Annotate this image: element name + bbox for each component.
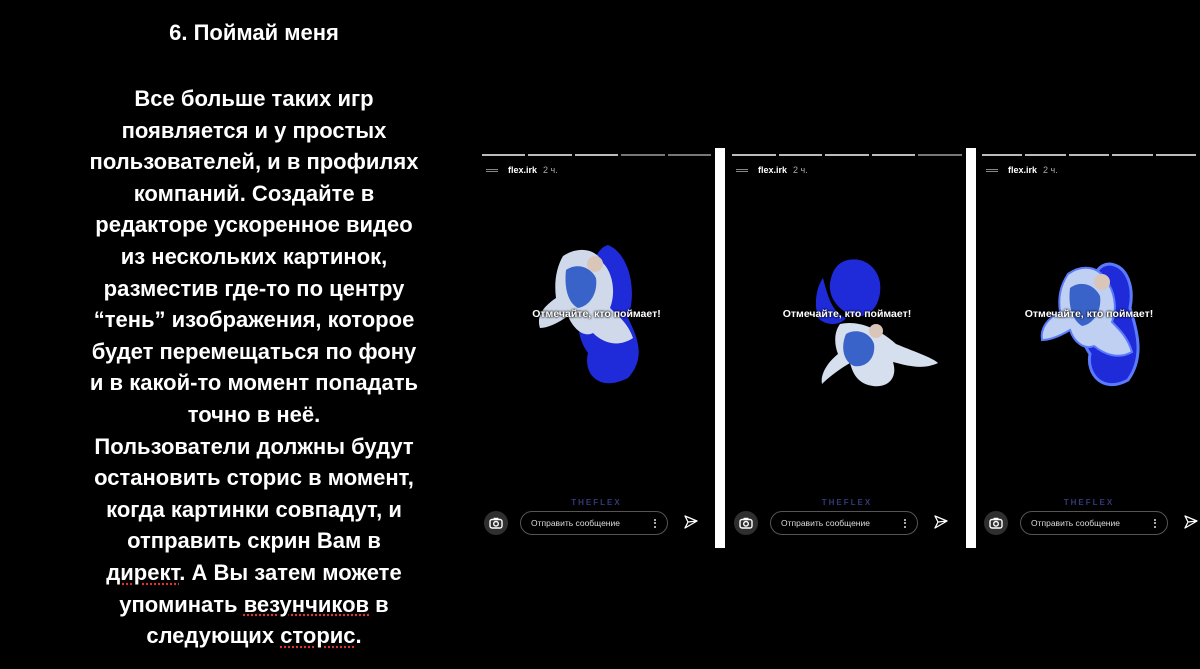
story-reply-bar [978,510,1200,536]
story-caption: Отмечайте, кто поймает! [532,308,661,320]
camera-icon[interactable] [984,511,1008,535]
story-reply-bar [478,510,715,536]
text-line: Все больше таких игр [134,86,374,111]
text-line: редакторе ускоренное видео [95,212,413,238]
story-screenshot-2 [728,148,966,548]
text-line: точно в неё. [187,401,321,427]
message-input[interactable] [1020,511,1168,535]
text-line: будет перемещаться по фону [91,338,417,364]
text-line: отправить скрин Вам в [127,528,381,554]
story-username[interactable]: flex.irk [1008,165,1038,175]
brand-logo-text: THEFLEX [571,498,622,507]
text-line: из нескольких картинок, [120,243,388,269]
message-placeholder: Отправить сообщение [531,518,620,528]
story-username[interactable]: flex.irk [508,165,538,175]
message-placeholder: Отправить сообщение [1031,518,1120,528]
spellcheck-word: директ [106,559,180,585]
story-time: 2 ч. [1043,165,1058,175]
slide-body-text [0,83,508,652]
slide-title: 6. Поймай меня [169,20,339,45]
send-icon[interactable] [683,514,699,535]
spellcheck-word: везунчиков [243,591,370,617]
text-line [0,557,508,589]
message-input[interactable] [520,511,668,535]
text-fragment: в [369,591,389,617]
story-caption: Отмечайте, кто поймает! [782,308,912,320]
send-icon[interactable] [1183,514,1199,535]
text-line: пользователей, и в профилях [89,149,419,175]
brand-logo-text: THEFLEX [1063,498,1115,507]
camera-icon[interactable] [734,511,758,535]
story-screenshot-1 [478,148,715,548]
story-username[interactable]: flex.irk [758,165,788,175]
text-line: остановить сторис в момент, [94,465,414,491]
message-placeholder: Отправить сообщение [781,518,870,528]
text-line: когда картинки совпадут, и [106,496,402,522]
divider [715,148,725,548]
more-dots-icon[interactable] [904,517,907,529]
text-fragment: . А Вы затем можете [179,559,402,585]
text-line: появляется и у простых [121,117,387,143]
more-dots-icon[interactable] [1154,517,1157,529]
text-fragment: следующих [146,623,281,649]
text-fragment: . [355,623,362,649]
text-line: и в какой-то момент попадать [89,370,419,396]
more-dots-icon[interactable] [654,517,657,529]
text-fragment: упоминать [119,591,244,617]
text-line: Пользователи должны будут [94,433,414,459]
story-screenshot-3 [978,148,1200,548]
story-reply-bar [728,510,966,536]
text-line: “тень” изображения, которое [93,307,415,333]
text-line: компаний. Создайте в [133,180,375,206]
story-image [728,148,966,548]
send-icon[interactable] [933,514,949,535]
text-line: разместив где-то по центру [103,275,405,301]
story-time: 2 ч. [793,165,808,175]
story-image [978,148,1200,548]
divider [966,148,976,548]
story-image [478,148,715,548]
text-line [0,589,508,621]
message-input[interactable] [770,511,918,535]
text-line [0,620,508,652]
spellcheck-word: сторис [280,623,356,649]
brand-logo-text: THEFLEX [821,498,873,507]
story-caption: Отмечайте, кто поймает! [1024,308,1154,320]
camera-icon[interactable] [484,511,508,535]
story-time: 2 ч. [543,165,558,175]
